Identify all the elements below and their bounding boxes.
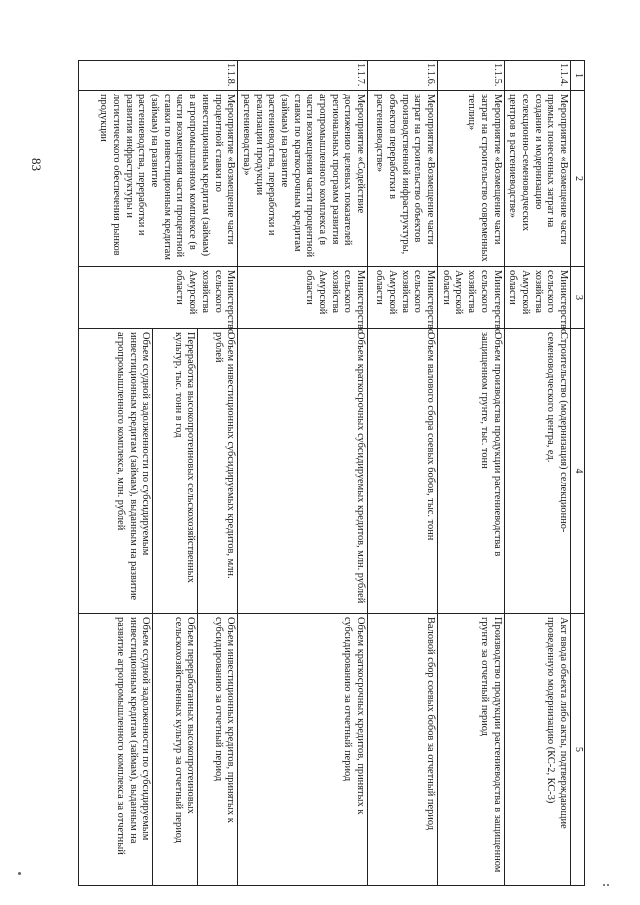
- method-cell: Акт ввода объекта либо акты, подтверждающие проведенную модернизацию (КС-2, КС-3): [504, 614, 570, 886]
- method-cell: Объем переработанных высокопротеиновых сельскохозяйственных культур за отчетный период: [153, 614, 198, 886]
- indicator-cell: Объем краткосрочных субсидируемых кредитов, млн. рублей: [238, 329, 368, 614]
- table-row: [438, 61, 504, 886]
- indicator-cell: Строительство (модернизация) селекционно-семеноводческого центра, ед.: [504, 329, 570, 614]
- measure-cell: Мероприятие «Содействие достижению целевых показателей региональных программ развития агропромышленного комплекса (в части возмещения части процентной ставки по краткосрочным кредитам (займам) на развитие растениеводства, переработки и реализации продукции растениеводства)»: [238, 91, 368, 267]
- row-number: 1.1.8.: [79, 61, 238, 91]
- header-col-4: 4: [571, 329, 585, 614]
- table-row: [198, 61, 238, 886]
- ministry-cell: Министерство сельского хозяйства Амурской области: [438, 267, 504, 329]
- ministry-cell: Министерство сельского хозяйства Амурской области: [504, 267, 570, 329]
- indicator-cell: Объем инвестиционных субсидируемых кредитов, млн. рублей: [198, 329, 238, 614]
- measure-cell: Мероприятие «Возмещение части затрат на строительство объектов производственной инфраструктуры, объектов переработки в растениеводстве»: [368, 91, 438, 267]
- header-col-1: 1: [571, 61, 585, 91]
- row-number: 1.1.6.: [368, 61, 438, 91]
- method-cell: Объем инвестиционных кредитов, принятых к субсидированию за отчетный период: [198, 614, 238, 886]
- scan-speck: [607, 884, 609, 886]
- measure-cell: Мероприятие «Возмещение части затрат на строительство современных теплиц»: [438, 91, 504, 267]
- table-header-row: [571, 61, 585, 886]
- rotated-table-container: [98, 60, 585, 885]
- indicator-cell: Переработка высокопротеиновых сельскохозяйственных культур, тыс. тонн в год: [153, 329, 198, 614]
- method-cell: Объем краткосрочных кредитов, принятых к субсидированию за отчетный период: [238, 614, 368, 886]
- header-col-2: 2: [571, 91, 585, 267]
- method-cell: Валовой сбор соевых бобов за отчетный период: [368, 614, 438, 886]
- measure-cell: Мероприятие «Возмещение части прямых понесенных затрат на создание и модернизацию селекционно-семеноводческих центров в растениеводстве»: [504, 91, 570, 267]
- header-col-5: 5: [571, 614, 585, 886]
- table-row: [368, 61, 438, 886]
- measures-table: [78, 60, 585, 886]
- row-number: 1.1.5.: [438, 61, 504, 91]
- method-cell: Производство продукции растениеводства в защищенном грунте за отчетный период: [438, 614, 504, 886]
- indicator-cell: Объем производства продукции растениеводства в защищенном грунте, тыс. тонн: [438, 329, 504, 614]
- measure-cell: Мероприятие «Возмещение части процентной ставки по инвестиционным кредитам (займам) в агропромышленном комплексе (в части возмещения части процентной ставки по инвестиционным кредитам (займам) на развитие растениеводства, переработки и развития инфраструктуры и логистического обеспечения рынков продукции: [79, 91, 238, 267]
- indicator-cell: Объем ссудной задолженности по субсидируемым инвестиционным кредитам (займам), выданным на развитие агропромышленного комплекса, млн. рублей: [79, 329, 153, 614]
- scan-speck: [18, 872, 21, 875]
- ministry-cell: Министерство сельского хозяйства Амурской области: [79, 267, 238, 329]
- table-row: [504, 61, 570, 886]
- method-cell: Объем ссудной задолженности по субсидируемым инвестиционным кредитам (займам), выданным на развитие агропромышленного комплекса за отчетный: [79, 614, 153, 886]
- scan-speck: [603, 884, 605, 886]
- indicator-cell: Объем валового сбора соевых бобов, тыс. тонн: [368, 329, 438, 614]
- page-number: 83: [29, 158, 44, 171]
- header-col-3: 3: [571, 267, 585, 329]
- row-number: 1.1.4.: [504, 61, 570, 91]
- row-number: 1.1.7.: [238, 61, 368, 91]
- ministry-cell: Министерство сельского хозяйства Амурской области: [368, 267, 438, 329]
- table-row: [238, 61, 368, 886]
- ministry-cell: Министерство сельского хозяйства Амурской области: [238, 267, 368, 329]
